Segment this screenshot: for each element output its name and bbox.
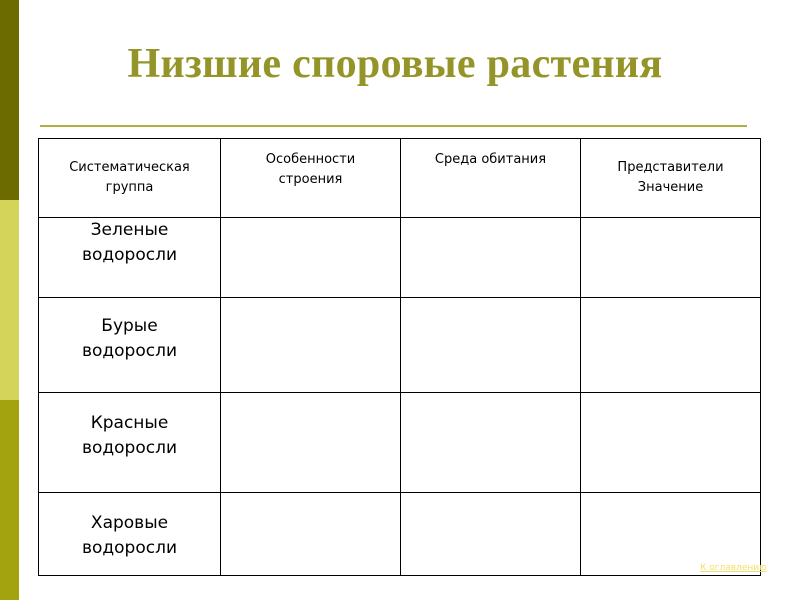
header-line: Систематическая: [69, 160, 190, 175]
table-row: [39, 493, 761, 576]
header-line: строения: [278, 172, 343, 187]
table-cell: [221, 298, 401, 393]
row-label-line: водоросли: [81, 538, 178, 558]
table-cell: [401, 493, 581, 576]
header-representatives: [581, 139, 761, 218]
table-cell: [401, 393, 581, 493]
table-cell: [581, 393, 761, 493]
sidebar-decoration: [0, 0, 19, 600]
slide-title: Низшие споровые растения: [127, 41, 663, 87]
row-label-charophyte-algae: [39, 493, 221, 576]
header-line: Особенности: [265, 152, 356, 167]
row-label-line: Зеленые: [90, 220, 169, 240]
table-cell: [581, 298, 761, 393]
row-label-line: Бурые: [101, 316, 158, 336]
header-line: Среда обитания: [434, 152, 547, 167]
row-label-line: водоросли: [81, 341, 178, 361]
title-underline: [40, 125, 747, 127]
table-cell: [581, 218, 761, 298]
row-label-red-algae: [39, 393, 221, 493]
table-header-row: [39, 139, 761, 218]
table-cell: [221, 493, 401, 576]
table-cell: [401, 218, 581, 298]
table-row: [39, 298, 761, 393]
table-cell: [401, 298, 581, 393]
row-label-green-algae: [39, 218, 221, 298]
sidebar-segment-top: [0, 0, 19, 200]
row-label-line: Харовые: [90, 513, 169, 533]
sidebar-segment-bottom: [0, 400, 19, 600]
table-cell: [221, 218, 401, 298]
header-line: Значение: [637, 180, 704, 195]
table-row: [39, 393, 761, 493]
row-label-line: водоросли: [81, 438, 178, 458]
row-label-line: Красные: [90, 413, 169, 433]
contents-link[interactable]: К оглавлению: [700, 563, 767, 573]
row-label-brown-algae: [39, 298, 221, 393]
table-row: [39, 218, 761, 298]
header-systematic-group: [39, 139, 221, 218]
header-habitat: [401, 139, 581, 218]
header-structure: [221, 139, 401, 218]
sidebar-segment-middle: [0, 200, 19, 400]
spore-plants-table: [38, 138, 761, 576]
header-line: Представители: [617, 160, 724, 175]
row-label-line: водоросли: [81, 245, 178, 265]
header-line: группа: [105, 180, 154, 195]
table-cell: [221, 393, 401, 493]
